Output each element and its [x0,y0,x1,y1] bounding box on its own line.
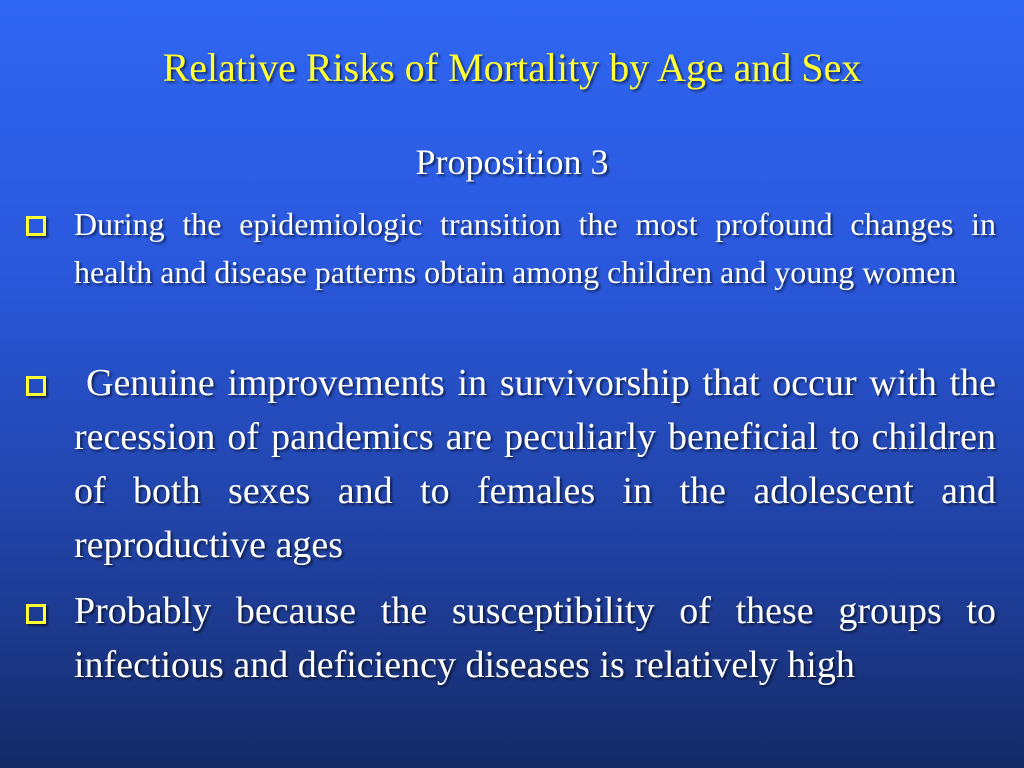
slide-title: Relative Risks of Mortality by Age and Sex [162,45,862,90]
bullet-text: Probably because the susceptibility of these groups to infectious and deficiency diseases is relatively high [74,590,996,686]
bullet-text: Genuine improvements in survivorship that occur with the recession of pandemics are peculiarly beneficial to children of both sexes and to females in the adolescent and reproductive ages [74,362,996,566]
hollow-square-bullet-icon [26,376,46,396]
slide-subtitle: Proposition 3 [415,142,609,182]
hollow-square-bullet-icon [26,216,46,236]
bullet-text: During the epidemiologic transition the most profound changes in health and disease patterns obtain among children and young women [74,206,996,290]
hollow-square-bullet-icon [26,604,46,624]
